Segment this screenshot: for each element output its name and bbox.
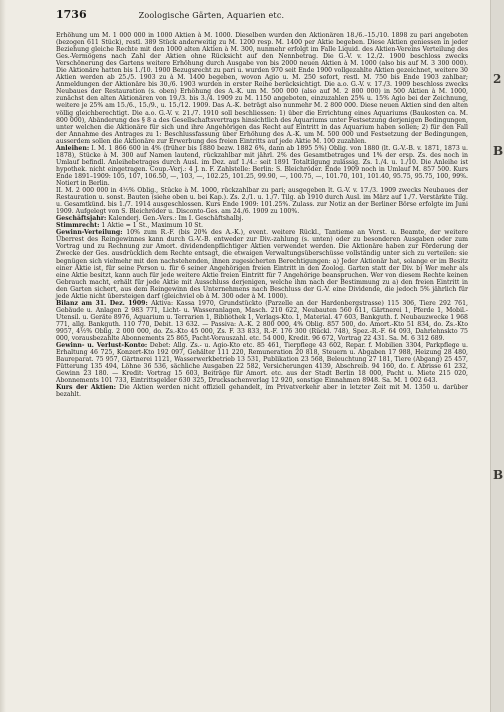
paragraph-lead: Kurs der Aktien: [56, 384, 116, 392]
paragraph-text: Kalenderj. Gen.-Vers.: Im I. Geschäftshalbj. [108, 215, 244, 223]
running-head: Zoologische Gärten, Aquarien etc. [138, 11, 285, 20]
paragraph-text: Erhöhung um M. 1 000 000 in 1000 Aktien à M. 1000. Dieselben wurden den Aktionären 18./6.–15./10. 1898 zu pari angeboten (bezogen 611 Stück), restl. 389 Stück anderweitig zu M. 1200 resp. M. 1400 per Aktie begeben. Diese Aktien geniessen in jeder Beziehung gleiche Rechte mit den 1000 alten Aktien à M. 300, nunmehr erfolgt im Falle Liquid. des Aktien-Vereins Verteilung des Ges.-Vermögens nach Zahl der Aktien ohne Rücksicht auf den Nennbetrag. Die G.-V. v. 12./2. 1900 beschloss zwecks Verschönerung des Gartens weitere Erhöhung durch Ausgabe von bis 2000 neuen Aktien à M. 1000 (also bis auf M. 3 300 000). Die Aktionäre hatten bis 1./10. 1900 Bezugsrecht zu pari u. wurden 970 seit Ende 1900 vollgezahlte Aktien gezeichnet, weitere 30 Aktien werden ab 25./5. 1903 zu à M. 1400 begeben, wovon Agio u. M. 250 sofort, restl. M. 750 bis Ende 1903 zahlbar; Anmeldungen der Aktionäre bis 30./6. 1903 wurden in erster Reihe berücksichtigt. Die a.o. G.-V. v. 17./3. 1909 beschloss zwecks Neubaues der Restauration (s. oben) Erhöhung des A.-K. um M. 500 000 (also auf M. 2 800 000) in 500 Aktien à M. 1000, zunächst den alten Aktionären von 19./3. bis 3./4. 1909 zu M. 1150 angeboten, einzuzahlen 25% u. 15% Agio bei der Zeichnung, weitere je 25% am 15./6., 15./9., u. 15./12. 1909. Das A.-K. beträgt also nunmehr M. 2 800 000. Diese neuen Aktien sind den alten völlig gleichberechtigt. Die a.o. G.-V. v. 21./7. 1910 soll beschliessen: 1) über die Errichtung eines Aquariums (Baukosten ca. M. 800 000), Abänderung des § 8 a des Gesellschaftsvertrags hinsichtlich des Aquariums unter Festsetzung derjenigen Bedingungen, unter welchen die Aktionäre für sich und ihre Angehörigen das Recht auf Eintritt in das Aquarium haben sollen; 2) für den Fall der Annahme des Antrages zu 1: Beschlussfassung über Erhöhung des A.-K. um M. 500 000 und Festsetzung der Bedingungen, ausserdem sollen die Aktionäre zur Erwerbung des freien Eintritts auf jede Aktie M. 100 zuzahlen. [56, 32, 468, 145]
adjacent-page-char: B [493, 468, 504, 482]
paragraph [56, 384, 468, 398]
paragraph [56, 229, 468, 299]
paragraph [56, 342, 468, 384]
page-number: 1736 [56, 8, 87, 21]
page-header [56, 8, 468, 26]
paragraph [56, 145, 468, 187]
adjacent-page-char: 2 [493, 72, 502, 86]
paragraph-lead: Geschäftsjahr: [56, 215, 107, 223]
paragraph-text: Aktiva: Kassa 1970, Grundstückto (Parzelle an der Hardenbergstrasse) 115 306, Tiere 292 761, Gebäude u. Anlagen 2 983 771, Licht- u. Wasseranlagen, Masch. 210 622, Neubauten 560 611, Gärtnerei 1, Pferde 1, Mobil.-Utensil. u. Geräte 8976, Aquarium u. Terrarien 1, Bibliothek 1, Verlags-Kto. 1, Material. 47 603, Bankguth. f. Neubauzwecke 1 968 771, allg. Bankguth. 110 770, Debit. 13 632. — Passiva: A.-K. 2 800 000, 4% Oblig. 857 500, do. Amort.-Kto 51 834, do. Zs.-Kto 9957, 4½% Oblig. 2 000 000, do. Zs.-Kto 45 000, Zs. F. 33 833, R.-F. 176 300 (Rückl. 748), Spez.-R.-F. 64 093, Dahrlehnskto 75 000, vorausbezahlte Abonnements 25 865, Pacht-Vorauszahl. etc. 54 000, Kredit. 96 672, Vortrag 22 431. Sa. M. 6 312 689. [56, 299, 469, 343]
paragraph [56, 187, 468, 215]
paragraph-lead: Anleihen: [56, 144, 90, 152]
paragraph-lead: Bilanz am 31. Dez. 1909: [56, 299, 148, 307]
paragraph-lead: Stimmrecht: [56, 222, 100, 230]
paragraph-text: 10% zum R.-F. (bis 20% des A.-K.), event. weitere Rückl., Tantieme an Vorst. u. Beamte, der weitere Überrest des Reingewinnes kann durch G.-V.-B. entweder zur Div.-zahlung (s. unten) oder zu besonderen Ausgaben oder zum Vortrag und zu Rechnung zur Amort. dividendenpflichtiger Aktien verwendet werden. Die Aktionäre haben zur Förderung der Zwecke der Ges. ausdrücklich dem Rechte entsagt, die etwaigen Verwaltungsüberschüsse vollständig unter sich zu verteilen: sie begnügen sich vielmehr mit den nachstehenden, ihnen zugesicherten Berechtigungen: a) Jeder Aktionär hat, solange er im Besitz einer Aktie ist, für seine Person u. für 6 seiner Angehörigen freien Eintritt in den Zoolog. Garten statt der Div. b) Wer mehr als eine Aktie besitzt, kann auch für jede weitere Aktie freien Eintritt für 7 Angehörige beanspruchen. Wer von diesem Rechte keinen Gebrauch macht, erhält für jede Aktie mit Ausschluss derjenigen, welche ihm nach der Bestimmung zu a) den freien Eintritt in den Garten sichert, aus dem Reingewinn des Unternehmens nach Beschluss der G.-V. eine Dividende, die jedoch 5% jährlich für jede Aktie nicht übersteigen darf (gleichviel ob à M. 300 oder à M. 1000). [56, 229, 469, 300]
paragraph [56, 222, 468, 229]
paragraph-text: Die Aktien werden nicht offiziell gehandelt, im Privatverkehr aber in letzter Zeit mit M. 1350 u. darüber bezahlt. [56, 384, 468, 399]
paragraph-lead: Gewinn-Verteilung: [56, 229, 123, 237]
paragraph-text: II. M. 2 000 000 in 4½% Oblig., Stücke à M. 1000, rückzahlbar zu pari; ausgegeben lt. G.-V. v. 17./3. 1909 zwecks Neubaues der Restauration u. sonst. Bauten (siehe oben u. bei Kap.). Zs. 2./1. u. 1./7. Tilg. ab 1910 durch Ausl. im März auf 1./7. Verstärkte Tilg. u. Gesamtkünd. bis 1./7. 1914 ausgeschlossen. Kurs Ende 1909: 101.25%. Zulass. zur Notiz an der Berliner Börse erfolgte im Juni 1909. Aufgelegt von S. Bleichröder u. Disconto-Ges. am 24./6. 1909 zu 100%. [56, 187, 468, 216]
adjacent-page-edge [490, 0, 504, 712]
paragraph [56, 32, 468, 145]
paragraph-lead: Gewinn- u. Verlust-Konto: [56, 342, 148, 350]
paragraph [56, 215, 468, 222]
paragraph-text: 1 Aktie = 1 St., Maximum 10 St. [101, 222, 203, 230]
body-text [56, 32, 468, 398]
scan-edge [0, 0, 6, 712]
paragraph [56, 300, 468, 342]
adjacent-page-char: B [493, 144, 504, 158]
paragraph-text: I. M. 1 866 600 in 4% (früher bis 1880 bezw. 1882 6%, dann ab 1895 5%) Oblig. von 1880 (lt. G.-V.-B. v. 1871, 1873 u. 1878), Stücke à M. 300 auf Namen lautend, rückzahlbar mit jährl. 2% des Gesamtbetrages und 1% der ersp. Zs. des noch in Umlauf befindl. Anleihebetrages durch Ausl. im Dez. auf 1./4.: seit 1891 Totaltilgung zulässig. Zs. 1./4. u. 1./10. Die Anleihe ist hypothek. nicht eingetragen. Coup.-Verj.: 4 J. n. F. Zahlstelle: Berlin: S. Bleichröder. Ende 1909 noch in Umlauf M. 857 500. Kurs Ende 1891–1909: 105, 107, 106.50, —, 103, —, 102.25, 101.25, 99.90, —, 100.75, —, 101.70, 101, 101.40, 95.75, 95.75, 100, 99%. Notiert in Berlin. [56, 144, 468, 187]
paragraph-text: Debet: Allg. Zs.- u. Agio-Kto etc. 85 461, Tierpflege 43 602, Repar. f. Mobilien 3304, Parkpflege u. Erhaltung 46 725, Konzert-Kto 192 097, Gehälter 111 220, Remuneration 20 818, Steuern u. Abgaben 17 988, Heizung 28 480, Baureparat. 75 957, Gärtnerei 1121, Wasserwerkbetrieb 13 531, Publikation 23 568, Beleuchtung 27 181, Tiere (Abgang) 25 457, Fütterung 135 494, Löhne 36 536, sächliche Ausgaben 22 582, Versicherungen 4139, Abschreib. 94 160, do. f. Abrisse 61 232, Gewinn 23 180. — Kredit: Vortrag 15 603, Beiträge für Amort. etc. aus der Stadt Berlin 18 000, Pacht u. Miete 215 020, Abonnements 101 733, Eintrittsgelder 630 325, Drucksachenverlag 12 920, sonstige Einnahmen 8948. Sa. M. 1 002 643. [56, 342, 468, 385]
